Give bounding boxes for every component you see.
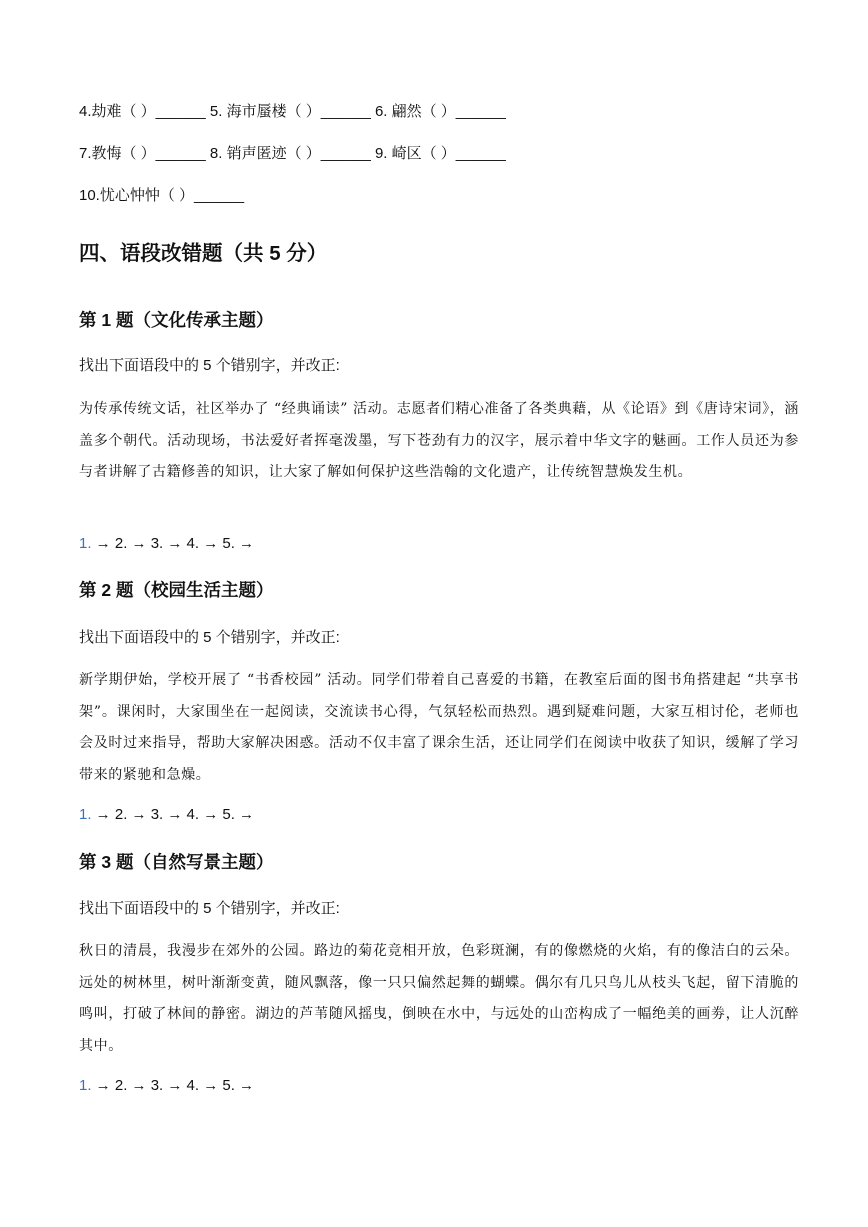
section-title: 四、语段改错题（共 5 分） xyxy=(79,242,328,265)
question-1-instruction: 找出下面语段中的 5 个错别字，并改正: xyxy=(79,357,340,374)
question-2-answer-line xyxy=(79,805,254,825)
question-3-passage: 秋日的清晨，我漫步在郊外的公园。路边的菊花竞相开放，色彩斑澜，有的像燃烧的火焰，有的像洁白的云朵。远处的树林里，树叶渐渐变黄，随风飘落，像一只只偏然起舞的蝴蝶。偶尔有几只鸟儿从枝头飞起，留下清脆的鸣叫，打破了林间的静密。湖边的芦苇随风摇曳，倒映在水中，与远处的山峦构成了一幅绝美的画劵，让人沉醉其中。 xyxy=(79,943,799,1054)
answer-lead: 1. xyxy=(79,535,92,552)
answer-lead: 1. xyxy=(79,806,92,823)
question-3-title: 第 3 题（自然写景主题） xyxy=(79,852,274,872)
question-3-instruction: 找出下面语段中的 5 个错别字，并改正: xyxy=(79,900,340,917)
answer-arrows: → 2. → 3. → 4. → 5. → xyxy=(91,535,255,552)
answer-arrows: → 2. → 3. → 4. → 5. → xyxy=(91,1077,255,1094)
question-2-instruction: 找出下面语段中的 5 个错别字，并改正: xyxy=(79,629,340,646)
question-1-passage: 为传承传统文话，社区举办了 “经典诵读” 活动。志愿者们精心准备了各类典藉，从《论语》到《唐诗宋词》，涵盖多个朝代。活动现场，书法爱好者挥毫泼墨，写下苍劲有力的汉字，展示着中华文字的魅画。工作人员还为参与者讲解了古籍修善的知识，让大家了解如何保护这些浩翰的文化遗产，让传统智慧焕发生机。 xyxy=(79,401,799,480)
vocab-row-3: 10.忧心忡忡（ ）______ xyxy=(79,187,245,204)
question-2-title: 第 2 题（校园生活主题） xyxy=(79,580,274,600)
vocab-row-2: 7.教悔（ ）______ 8. 销声匿迹（ ）______ 9. 崎区（ ）______ xyxy=(79,145,506,162)
question-1-title: 第 1 题（文化传承主题） xyxy=(79,310,274,330)
answer-arrows: → 2. → 3. → 4. → 5. → xyxy=(91,806,255,823)
question-3-answer-line xyxy=(79,1076,254,1096)
answer-lead: 1. xyxy=(79,1077,92,1094)
vocab-row-1: 4.劫难（ ）______ 5. 海市蜃楼（ ）______ 6. 翩然（ ）______ xyxy=(79,103,506,120)
question-1-answer-line xyxy=(79,534,254,554)
question-2-passage: 新学期伊始，学校开展了 “书香校园” 活动。同学们带着自己喜爱的书籍，在教室后面的图书角搭建起 “共享书架”。课闲时，大家围坐在一起阅读，交流读书心得，气氛轻松而热烈。遇到疑难问题，大家互相讨伦，老师也会及时过来指导，帮助大家解决困惑。活动不仅丰富了课余生活，还让同学们在阅读中收获了知识，缓解了学习带来的紧驰和急燥。 xyxy=(79,672,799,783)
